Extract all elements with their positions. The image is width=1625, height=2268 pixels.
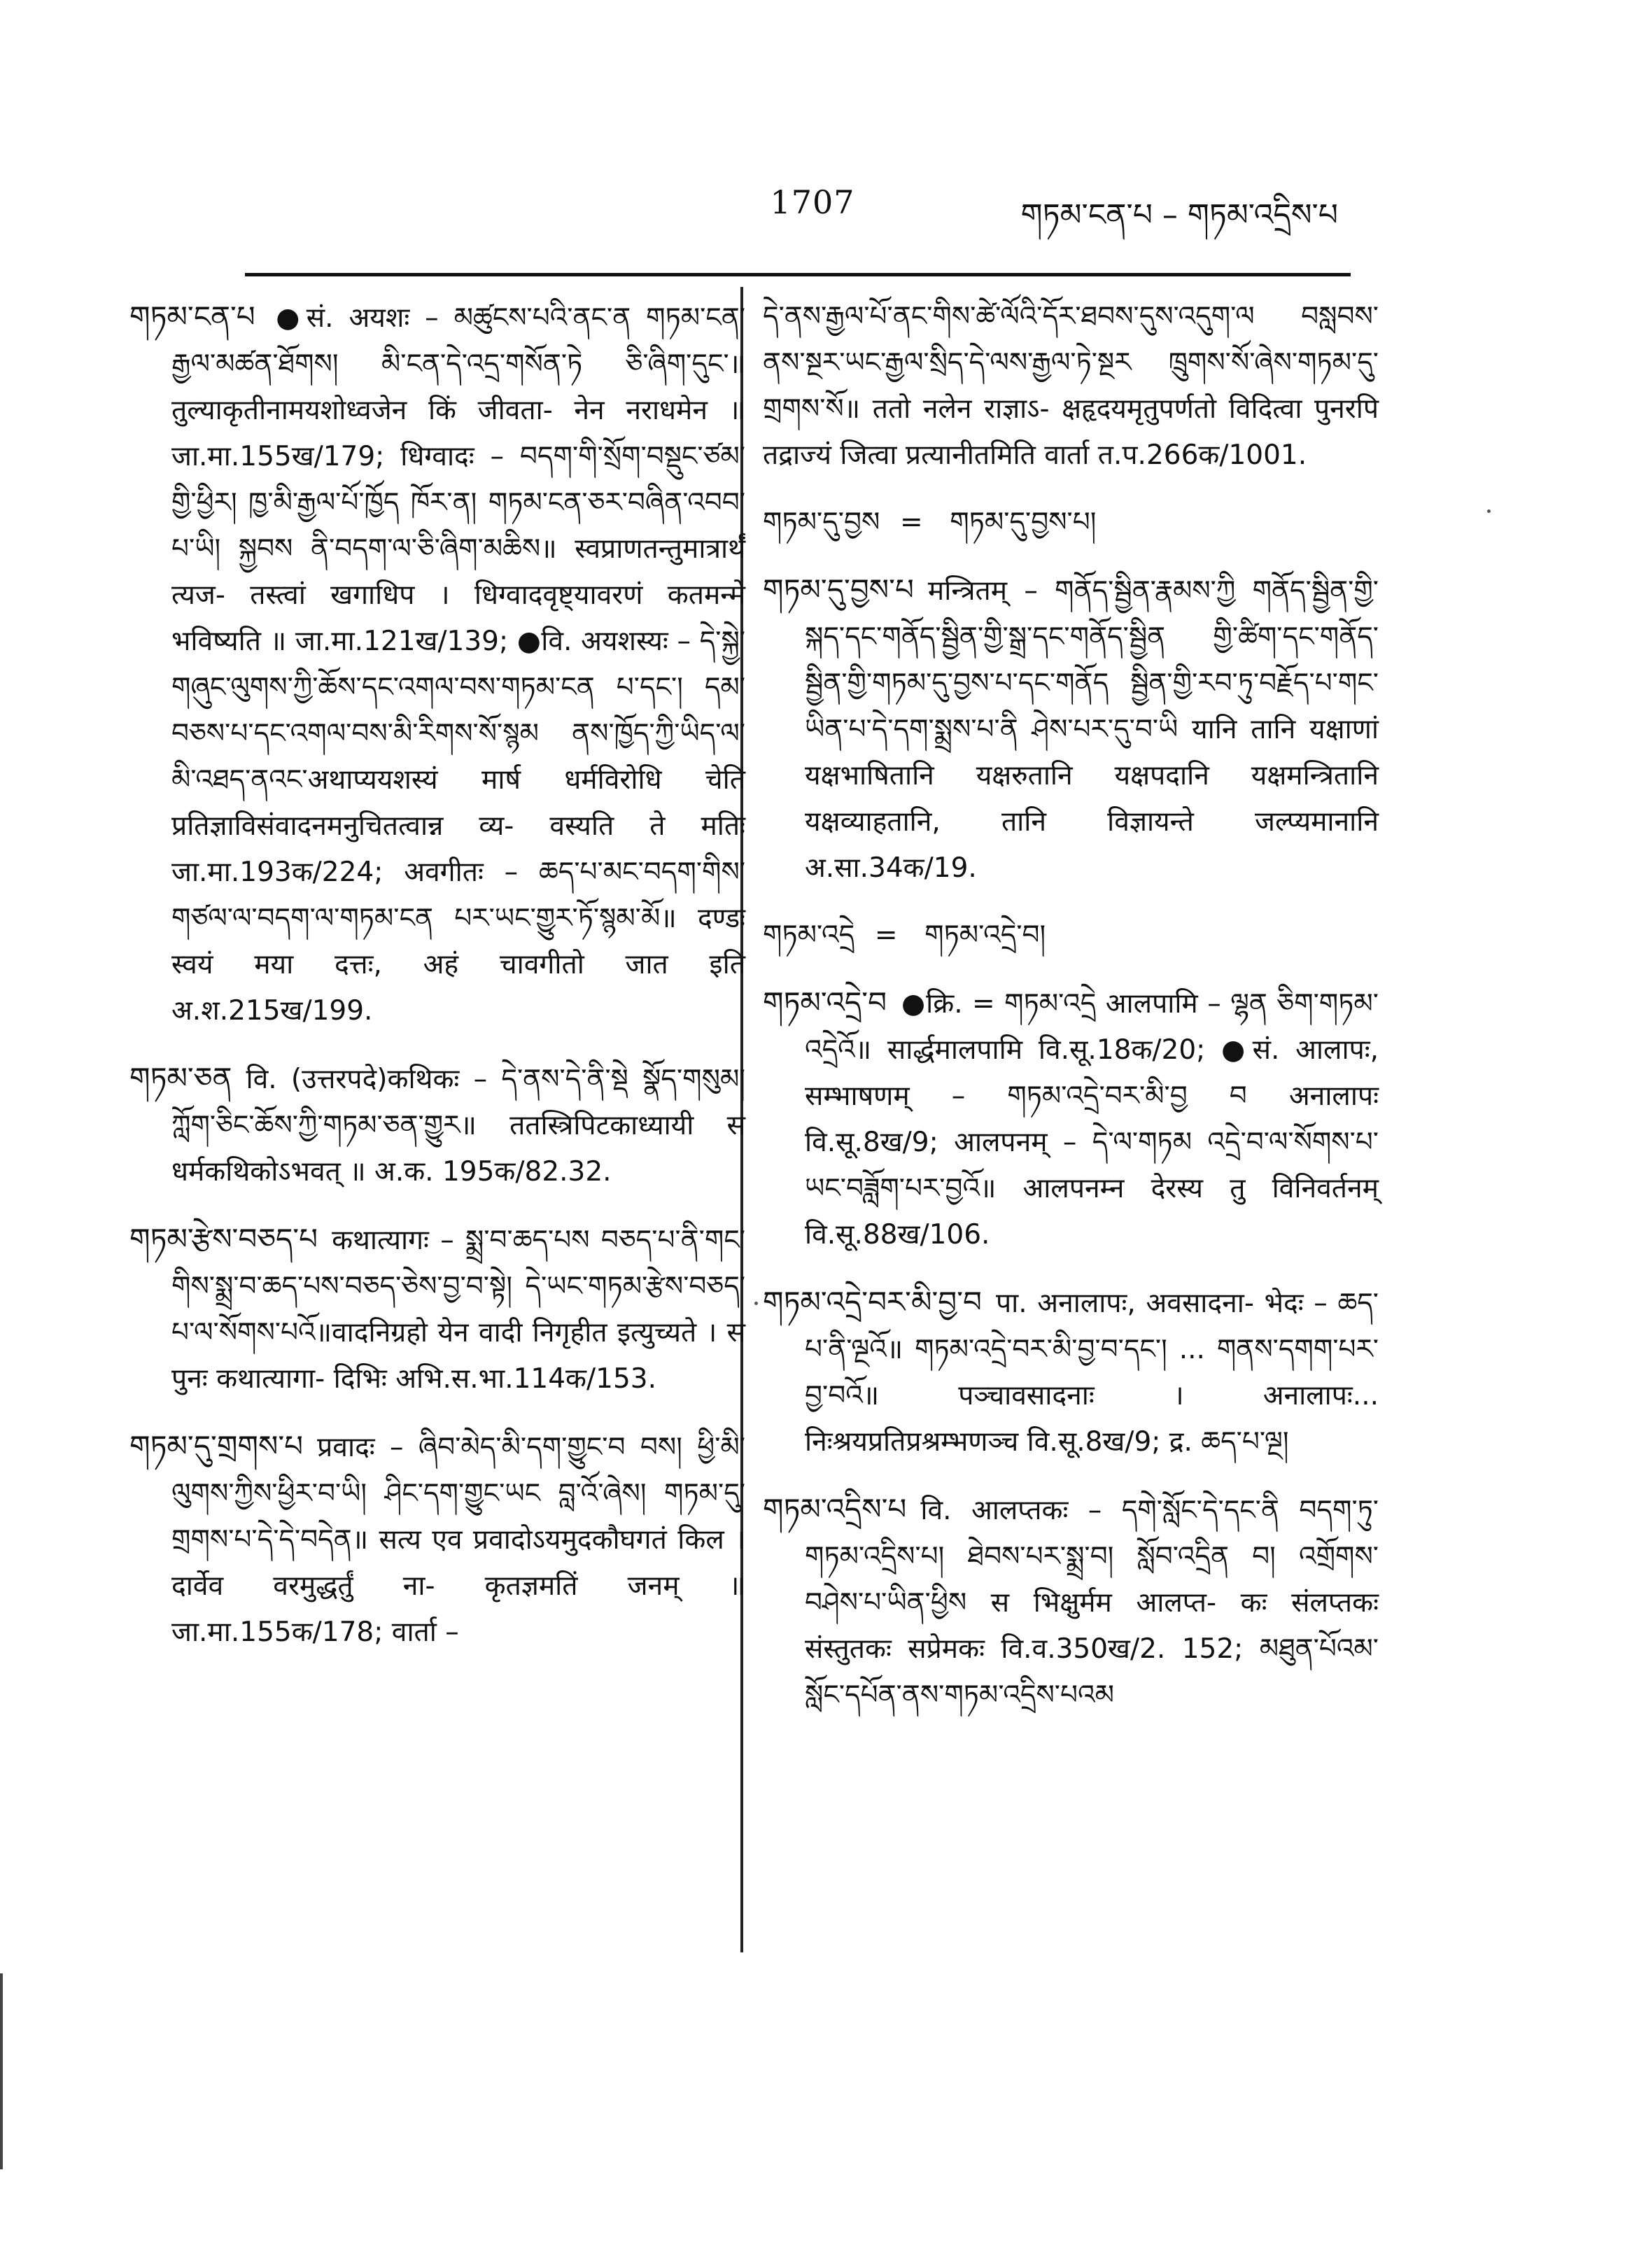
entry-body: पा. अनालापः, अवसादना- भेदः – ཆད་པ་ནི་ལྔའོ॥ གཏམ་འདྲེ་བར་མི་བྱ་བ་དང་། ... གནས་དགག་པར་བྱ་བའོ॥ पञ्चावसादनाः । अनालापः... निःश्रयप्रतिप्रश्रम्भणञ्च वि.सू.8ख/9; द्र. ཆད་པ་ལྔ། bbox=[805, 1288, 1379, 1458]
entry-lemma: གཏམ་དུ་བྱས་པ bbox=[763, 572, 914, 607]
cross-reference bbox=[763, 913, 1379, 959]
entry-body: ●क्रि. = གཏམ་འདྲེ आलपामि – ལྷན ཅིག་གཏམ་འདྲེའོ॥ सार्द्धमालपामि वि.सू.18क/20; ●सं. आलापः, सम्भाषणम् – གཏམ་འདྲེ་བར་མི་བྱ བ अनालापः वि.सू.8ख/9; आलपनम् – དེ་ལ་གཏམ འདྲེ་བ་ལ་སོགས་པ་ཡང་བཟློག་པར་བྱའོ॥ आलपनम्न देरस्य तु विनिवर्तनम् वि.सू.88ख/106. bbox=[805, 988, 1379, 1251]
binding-edge-mark bbox=[0, 1973, 3, 2169]
right-column bbox=[763, 294, 1379, 1740]
entry-body: ●सं. अयशः – མཚུངས་པའི་ནང་ན གཏམ་ངན་རྒྱལ་མཚན་ཐོགས། མི་ངན་དེ་འདྲ་གསོན་ཏེ ཅི་ཞིག་དུང་॥ तुल्याकृतीनामयशोध्वजेन किं जीवता- नेन नराधमेन ॥ जा.मा.155ख/179; धिग्वादः – བདག་གི་སྲོག་བསྡུང་ཙམ་གྱི་ཕྱིར། ཁྱ་མི་རྒྱལ་པོ་ཁྱོད ཁོར་ན། གཏམ་ངན་ཅར་བཞིན་འབབ་པ་ཡི། སྐྱབས ནི་བདག་ལ་ཅི་ཞིག་མཆིས॥ स्वप्राणतन्तुमात्रार्थं त्यज- तस्त्वां खगाधिप । धिग्वादवृष्ट्यावरणं कतमन्मे भविष्यति ॥ जा.मा.121ख/139; ●वि. अयशस्यः – དེ་སྐྱེ་གཞུང་ལུགས་ཀྱི་ཆོས་དང་འགལ་བས་གཏམ་ངན པ་དང་། དམ་བཅས་པ་དང་འགལ་བས་མི་རིགས་སོ་སྙམ ནས་ཁྱོད་ཀྱི་ཡིད་ལ་མི་འཐད་ནའང་अथाप्ययशस्यं मार्ष धर्मविरोधि चेति प्रतिज्ञाविसंवादनमनुचितत्वान्न व्य- वस्यति ते मतिः जा.मा.193क/224; अवगीतः – ཆད་པ་མང་བདག་གིས་གཙལ་ལ་བདག་ལ་གཏམ་ངན པར་ཡང་གྱུར་ཏོ་སྙམ་མོ॥ दण्डः स्वयं मया दत्तः, अहं चावगीतो जात इति अ.श.215ख/199. bbox=[171, 302, 745, 1027]
entry-body: मन्त्रितम् – གནོད་སྦྱིན་རྣམས་ཀྱི གནོད་སྦྱིན་གྱི་སྐད་དང་གནོད་སྦྱིན་གྱི་སྒྲ་དང་གནོད་སྦྱིན གྱི་ཚིག་དང་གནོད་སྦྱིན་གྱི་གཏམ་དུ་བྱས་པ་དང་གནོད སྦྱིན་གྱི་རབ་ཏུ་བརྗོད་པ་གང་ཡིན་པ་དེ་དག་སྨྲས་པ་ནི ཤེས་པར་དུ་བ་ཡི यानि तानि यक्षाणां यक्षभाषितानि यक्षरुतानि यक्षपदानि यक्षमन्त्रितानि यक्षव्याहतानि, तानि विज्ञायन्ते जल्प्यमानानि अ.सा.34क/19. bbox=[805, 575, 1379, 884]
scan-speck bbox=[1487, 509, 1491, 513]
left-column bbox=[129, 294, 745, 1677]
entry-lemma: གཏམ་ཅན bbox=[129, 1061, 232, 1095]
entry-lemma: གཏམ་རྩེས་བཅད་པ bbox=[129, 1222, 318, 1256]
entry-body: कथात्यागः – སྨྲ་བ་ཆད་པས བཅད་པ་ནི་གང་གིས་སྨྲ་བ་ཆད་པས་བཅད་ཅེས་བྱ་བ་སྟེ། དེ་ཡང་གཏམ་རྩེས་བཅད་པ་ལ་སོགས་པའོ॥वादनिग्रहो येन वादी निगृहीत इत्युच्यते । स पुनः कथात्यागा- दिभिः अभि.स.भा.114क/153. bbox=[171, 1225, 745, 1395]
xref-target: གཏམ་དུ་བྱས་པ། bbox=[950, 507, 1097, 538]
entry-lemma: གཏམ་ངན་པ bbox=[129, 300, 255, 334]
xref-equals: = bbox=[874, 920, 898, 951]
entry-body: वि. आलप्तकः – དགེ་སློང་དེ་དང་ནི བདག་ཏུ་གཏམ་འདྲིས་པ། ཐེབས་པར་སྨྲ་བ། སློབ་འདྲིན བ། འགྲོགས་བཤེས་པ་ཡིན་ཕྱིས स भिक्षुर्मम आलप्त- कः संलप्तकः संस्तुतकः सप्रेमकः वि.व.350ख/2. 152; མཐུན་པོའམ་སློང་དཔོན་ནས་གཏམ་འདྲིས་པའམ bbox=[805, 1495, 1379, 1711]
entry-lemma: གཏམ་འདྲིས་པ bbox=[763, 1492, 907, 1526]
entry-lemma: གཏམ་དུ་གྲགས་པ bbox=[129, 1429, 304, 1463]
dictionary-entry bbox=[129, 1423, 745, 1656]
header-rule bbox=[245, 273, 1351, 276]
dictionary-entry bbox=[129, 1055, 745, 1195]
entry-body: प्रवादः – ཞིབ་མེད་མི་དག་གྱུང་བ བས། ཕྱི་མི་ལུགས་ཀྱིས་ཕྱིར་བ་ཡི། ཤིང་དག་གྱུང་ཡང བླ་འོ་ཞེས། གཏམ་དུ་གྲགས་པ་དེ་དེ་བདེན॥ सत्य एव प्रवादोऽयमुदकौघगतं किल । दार्वेव वरमुद्धर्तुं ना- कृतज्ञमतिं जनम् ॥ जा.मा.155क/178; वार्ता – bbox=[171, 1432, 745, 1648]
dictionary-entry bbox=[129, 294, 745, 1034]
page-number: 1707 bbox=[770, 183, 855, 221]
dictionary-entry bbox=[763, 980, 1379, 1258]
xref-lemma: གཏམ་འདྲེ bbox=[763, 920, 855, 951]
scan-speck bbox=[754, 1302, 758, 1305]
xref-equals: = bbox=[899, 507, 923, 538]
dictionary-entry bbox=[763, 1486, 1379, 1719]
entry-body: वि. (उत्तरपदे)कथिकः – དེ་ནས་དེ་ནི་སྡེ སྣོད་གསུམ། ཀློག་ཅིང་ཆོས་ཀྱི་གཏམ་ཅན་གྱུར॥ ततस्त्रिपिटकाध्यायी स धर्मकथिकोऽभवत् ॥ अ.क. 195क/82.32. bbox=[171, 1064, 745, 1188]
dictionary-entry bbox=[763, 567, 1379, 892]
guide-words: གཏམ་ངན་པ – གཏམ་འདྲིས་པ bbox=[1020, 197, 1338, 233]
xref-lemma: གཏམ་དུ་བྱས bbox=[763, 507, 880, 538]
entry-lemma: གཏམ་འདྲེ་བ bbox=[763, 985, 887, 1020]
entry-lemma: གཏམ་འདྲེ་བར་མི་བྱ་བ bbox=[763, 1285, 982, 1319]
dictionary-entry bbox=[129, 1216, 745, 1402]
entry-continuation: དེ་ནས་རྒྱལ་པོ་ནང་གིས་ཚེ་ལོའི་དོར་ཐབས་དུས་འདུག་ལ བསླབས་ནས་སྔར་ཡང་རྒྱལ་སྲིད་དེ་ལས་རྒྱལ་ཏེ་སྔར ཁྲུགས་སོ་ཞེས་གཏམ་དུ་གྲགས་སོ॥ ततो नलेन राज्ञाऽ- क्षहृदयमृतुपर्णतो विदित्वा पुनरपि तद्राज्यं जित्वा प्रत्यानीतमिति वार्ता त.प.266क/1001. bbox=[763, 301, 1379, 471]
xref-target: གཏམ་འདྲེ་བ། bbox=[924, 920, 1046, 951]
cross-reference bbox=[763, 500, 1379, 546]
dictionary-entry bbox=[763, 1279, 1379, 1465]
